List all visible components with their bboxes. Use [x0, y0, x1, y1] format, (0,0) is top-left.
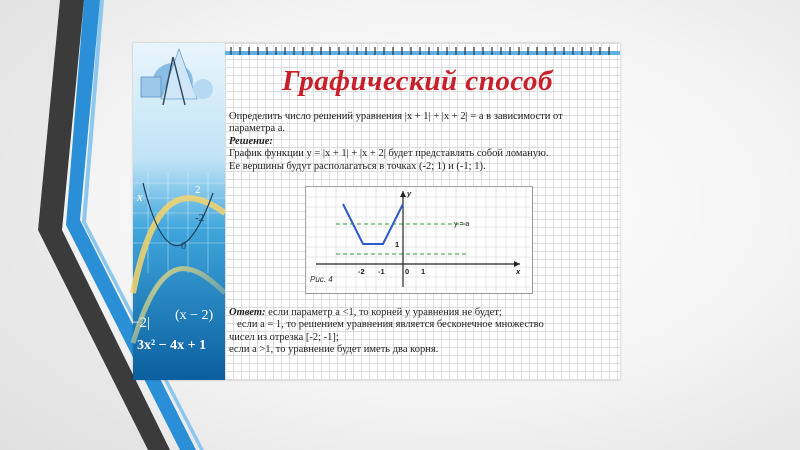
figure-caption: Рис. 4 — [310, 275, 333, 284]
solution-heading: Решение: — [229, 135, 273, 147]
problem-line-2: параметра a. — [229, 123, 286, 135]
problem-line-1: Определить число решений уравнения |x + 1| + |x + 2| = a в зависимости от — [229, 111, 563, 122]
svg-text:2: 2 — [195, 184, 201, 196]
slide-title: Графический способ — [282, 65, 554, 97]
answer — [229, 307, 617, 357]
formula-x: x — [137, 189, 143, 204]
tick-label-zero: 0 — [405, 267, 410, 276]
math-illustration — [133, 43, 225, 380]
problem-statement — [229, 111, 617, 173]
solution-line-1: График функции y = |x + 1| + |x + 2| будет представлять собой ломаную. — [229, 148, 549, 160]
y-axis-label: y — [407, 189, 412, 198]
answer-line-1: если параметр a <1, то корней у уравнения не будет; — [265, 307, 502, 318]
spiral-binding — [225, 43, 620, 61]
answer-line-2: если a = 1, то решением уравнения является бесконечное множество — [237, 319, 544, 331]
function-graph — [306, 187, 532, 293]
y-axis-arrow — [400, 191, 406, 197]
answer-line-4: если a >1, то уравнение будет иметь два корня. — [229, 344, 439, 356]
y-equals-a-label: y = a — [454, 221, 470, 228]
tick-label-minus-2: -2 — [358, 267, 365, 276]
svg-text:3x² − 4x + 1: 3x² − 4x + 1 — [137, 338, 207, 353]
answer-heading: Ответ: — [229, 307, 266, 318]
answer-line-3: чисел из отрезка [-2; -1]; — [229, 331, 339, 343]
notebook-page — [225, 43, 620, 380]
x-axis-label: x — [516, 267, 521, 276]
tick-label-one-x: 1 — [421, 267, 426, 276]
figure-graph — [305, 186, 533, 294]
svg-text:(x − 2): (x − 2) — [175, 308, 214, 323]
tick-label-one-y: 1 — [395, 240, 400, 249]
svg-text:−2|: −2| — [131, 315, 150, 331]
svg-text:-2: -2 — [195, 212, 205, 224]
slide-content — [133, 43, 620, 380]
svg-text:0: 0 — [181, 241, 186, 252]
tick-label-minus-1: -1 — [378, 267, 385, 276]
solution-line-2: Ее вершины будут располагаться в точках (-2; 1) и (-1; 1). — [229, 160, 486, 172]
